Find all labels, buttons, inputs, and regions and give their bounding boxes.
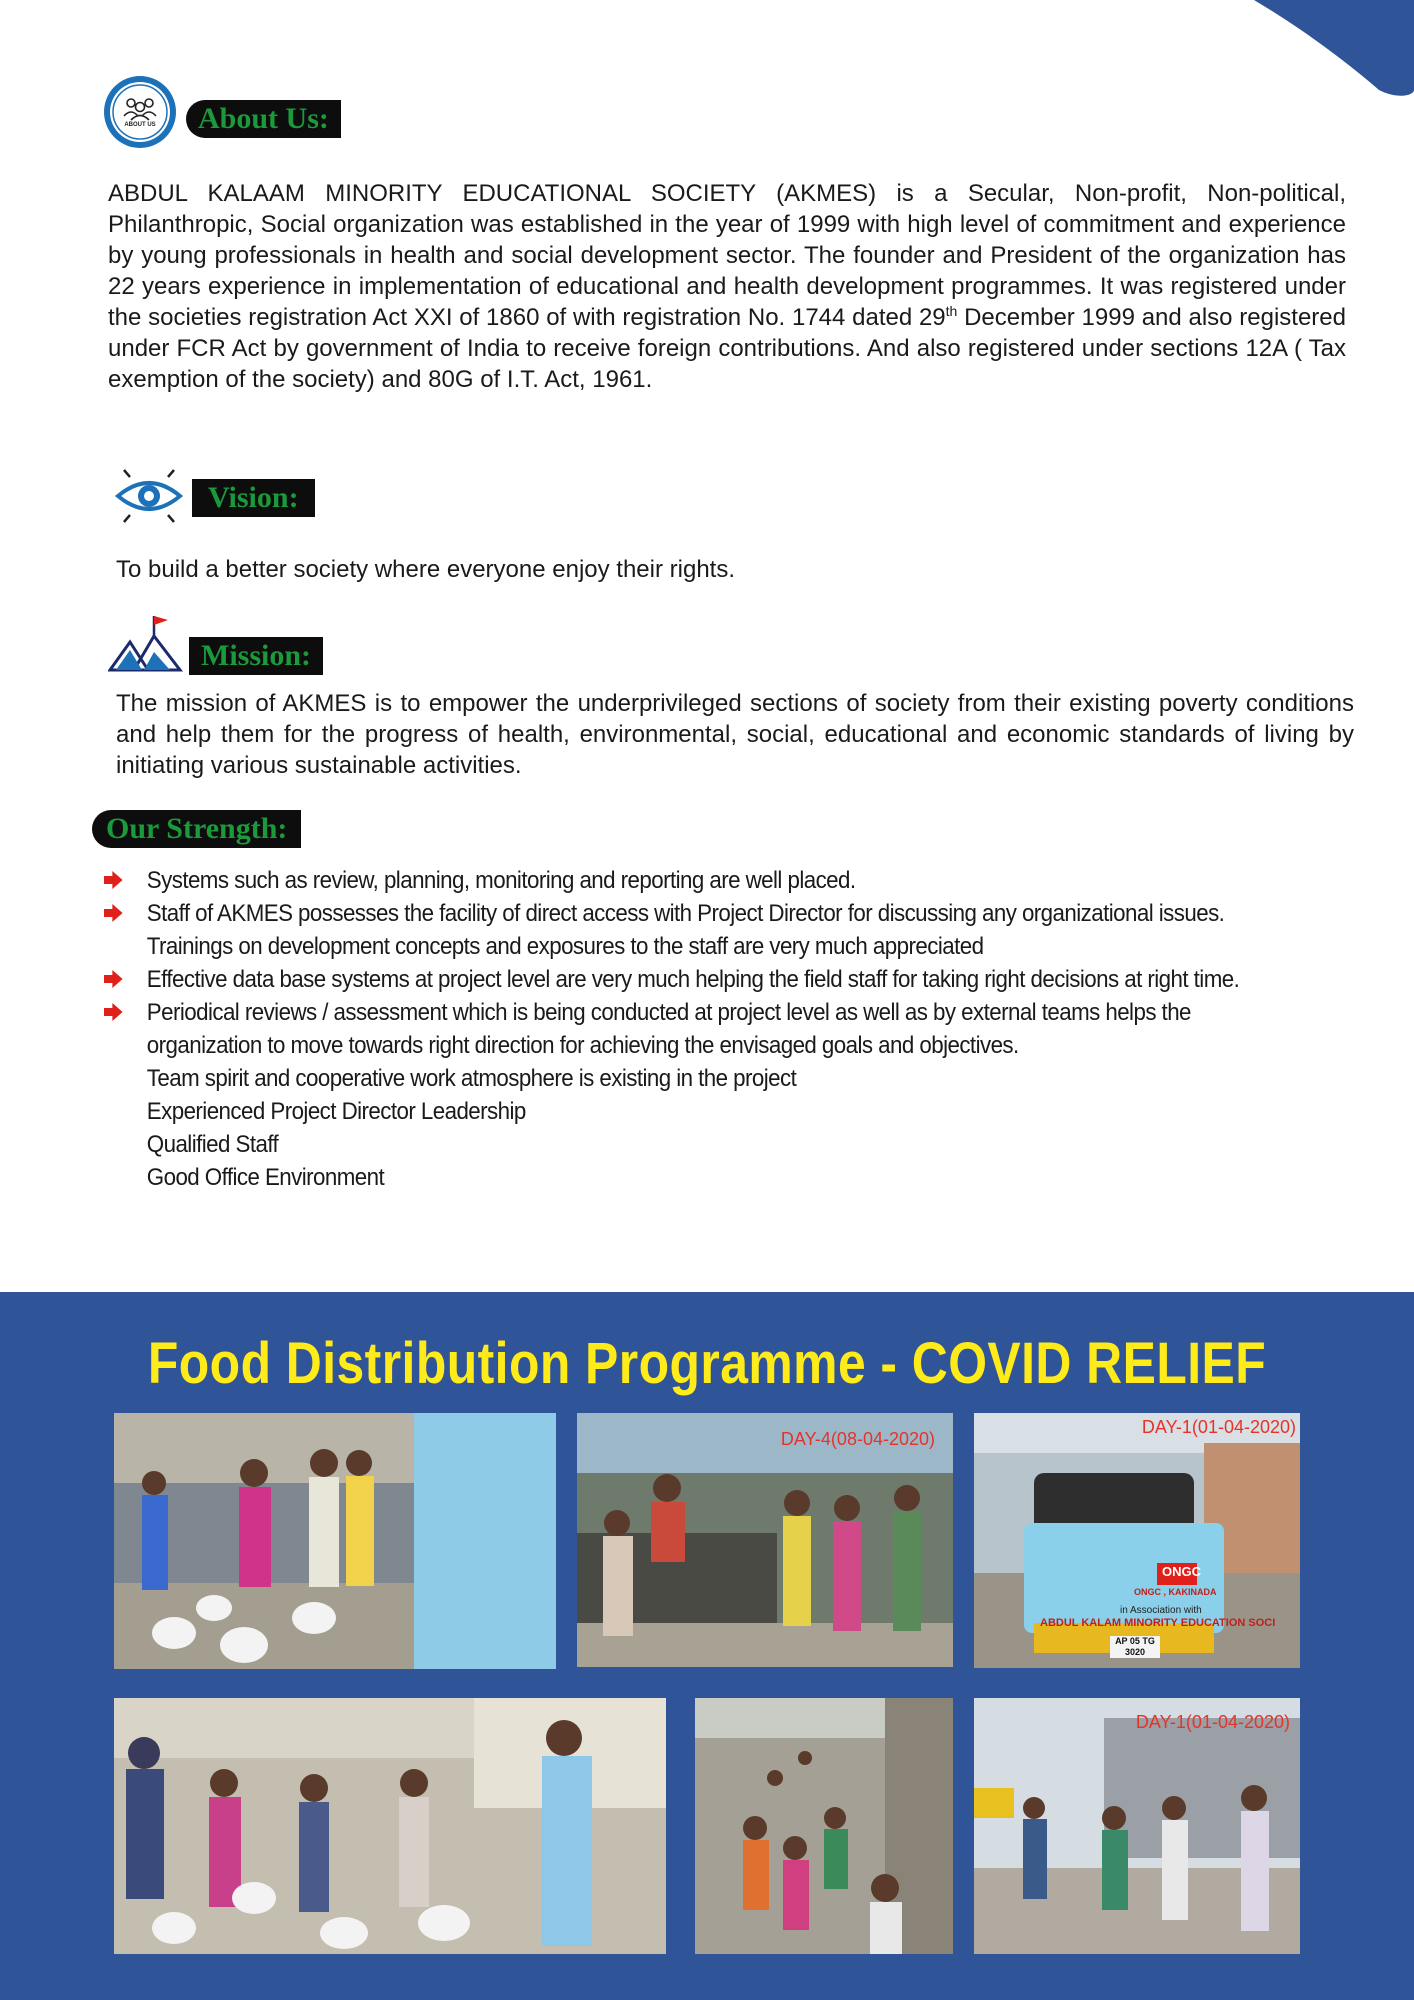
strength-item: Experienced Project Director Leadership bbox=[146, 1098, 526, 1125]
ongc-banner-society: ABDUL KALAM MINORITY EDUCATION SOCI bbox=[1040, 1617, 1276, 1629]
arrow-bullet-icon bbox=[104, 871, 123, 889]
about-us-icon bbox=[102, 74, 178, 150]
strength-item: Periodical reviews / assessment which is being conducted at project level as well as by external teams helps the organization to move towards right direction for achieving the envisaged goals and objectives. bbox=[104, 996, 1257, 1062]
mission-text: The mission of AKMES is to empower the underprivileged sections of society from their existing poverty conditions and help them for the progress of health, environmental, social, educational and economic standards of living by initiating various sustainable activities. bbox=[116, 690, 1354, 779]
photo-date-caption: DAY-1(01-04-2020) bbox=[1135, 1712, 1290, 1732]
arrow-bullet-icon bbox=[104, 1003, 123, 1021]
strength-item: Effective data base systems at project level are very much helping the field staff for taking right decisions at right time. bbox=[104, 963, 1257, 996]
ongc-banner-brand: ONGC bbox=[1162, 1564, 1201, 1579]
food-distribution-photo bbox=[974, 1413, 1300, 1668]
photo-date-caption: DAY-1(01-04-2020) bbox=[1141, 1417, 1296, 1437]
food-distribution-photo bbox=[114, 1698, 666, 1954]
about-text-part2: December 1999 and also registered under FCR Act by government of India to receive foreign contributions. And also registered under sections 12A ( Tax exemption of the society) and 80G of I.T. Act, 1961. bbox=[108, 304, 1346, 393]
mission-heading: Mission: bbox=[189, 637, 323, 675]
about-text-part1: ABDUL KALAAM MINORITY EDUCATIONAL SOCIETY (AKMES) is a Secular, Non-profit, Non-political, Philanthropic, Social organization was established in the year of 1999 with high level of commitment and experience by young professionals in health and social development sector. The founder and President of the organization has 22 years experience in implementation of educational and health development programmes. It was registered under the societies registration Act XXI of 1860 of with registration No. 1744 dated 29 bbox=[108, 180, 1346, 331]
photo-date-caption: DAY-4(08-04-2020) bbox=[780, 1429, 935, 1449]
strength-item: Qualified Staff bbox=[146, 1131, 279, 1158]
eye-icon bbox=[112, 466, 186, 526]
strength-item: Trainings on development concepts and exposures to the staff are very much appreciated bbox=[146, 933, 984, 960]
ongc-banner-assoc: in Association with bbox=[1120, 1605, 1202, 1616]
corner-wave-decoration bbox=[1114, 0, 1414, 100]
about-us-paragraph bbox=[108, 178, 1346, 395]
strength-list bbox=[104, 864, 1344, 1194]
food-distribution-photo bbox=[695, 1698, 953, 1954]
strength-item: Team spirit and cooperative work atmosphere is existing in the project bbox=[146, 1065, 797, 1092]
ongc-banner-city: ONGC , KAKINADA bbox=[1134, 1587, 1217, 1597]
vision-heading: Vision: bbox=[192, 479, 315, 517]
vision-text: To build a better society where everyone enjoy their rights. bbox=[116, 556, 735, 583]
arrow-bullet-icon bbox=[104, 970, 123, 988]
food-distribution-photo bbox=[114, 1413, 556, 1669]
arrow-bullet-icon bbox=[104, 904, 123, 922]
vehicle-plate: AP 05 TG 3020 bbox=[1110, 1636, 1160, 1658]
about-icon-label: ABOUT US bbox=[124, 122, 156, 128]
about-text-superscript: th bbox=[945, 303, 958, 319]
covid-relief-title: Food Distribution Programme - COVID RELIEF bbox=[147, 1331, 1267, 1396]
our-strength-heading: Our Strength: bbox=[92, 810, 301, 848]
food-distribution-photo bbox=[974, 1698, 1300, 1954]
strength-item: Good Office Environment bbox=[146, 1164, 385, 1191]
strength-item: Systems such as review, planning, monitoring and reporting are well placed. bbox=[104, 864, 1257, 897]
mountain-flag-icon bbox=[108, 612, 184, 672]
strength-item: Staff of AKMES possesses the facility of direct access with Project Director for discussing any organizational issues. bbox=[104, 897, 1257, 930]
about-us-heading: About Us: bbox=[186, 100, 341, 138]
food-distribution-photo bbox=[577, 1413, 953, 1667]
